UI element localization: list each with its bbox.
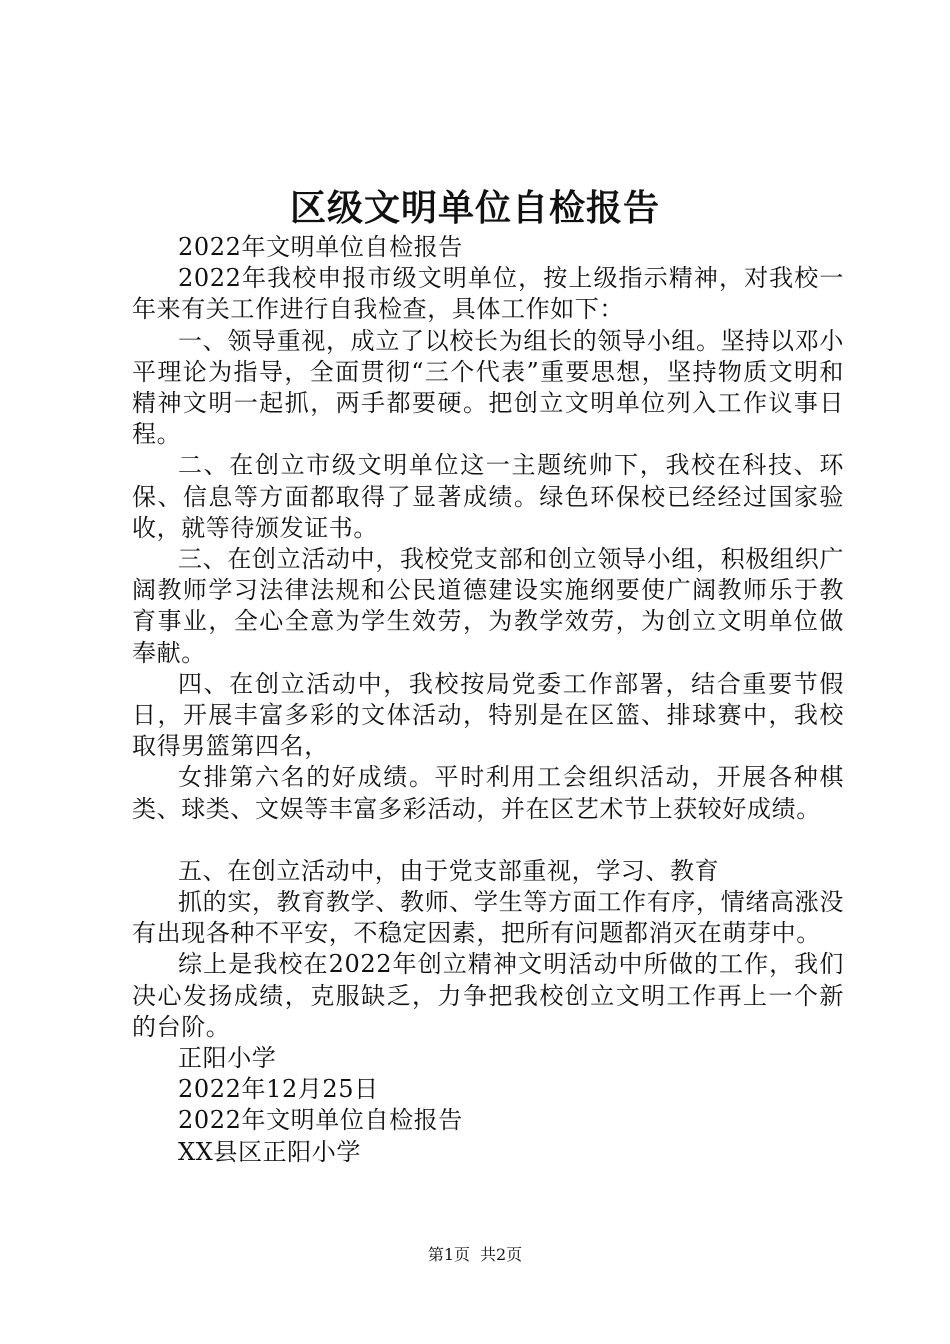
document-body bbox=[132, 232, 844, 1168]
section-four-paragraph: 四、在创立活动中，我校按局党委工作部署，结合重要节假日，开展丰富多彩的文体活动，特别是在区篮、排球赛中，我校取得男篮第四名， bbox=[132, 669, 844, 761]
signature-date: 2022年12月25日 bbox=[178, 1075, 379, 1104]
section-five-continued-paragraph: 抓的实，教育教学、教师、学生等方面工作有序，情绪高涨没有出现各种不平安，不稳定因素，把所有问题都消灭在萌芽中。 bbox=[132, 888, 844, 948]
subtitle-line: 2022年文明单位自检报告 bbox=[178, 233, 463, 261]
section-one-paragraph: 一、领导重视，成立了以校长为组长的领导小组。坚持以邓小平理论为指导，全面贯彻“三个代表”重要思想，坚持物质文明和精神文明一起抓，两手都要硬。把创立文明单位列入工作议事日程。 bbox=[132, 326, 844, 449]
page-footer bbox=[0, 1245, 950, 1265]
section-five-paragraph: 五、在创立活动中，由于党支部重视，学习、教育 bbox=[178, 856, 720, 885]
signature-school: 正阳小学 bbox=[178, 1044, 277, 1073]
repeat-title-line: 2022年文明单位自检报告 bbox=[178, 1106, 463, 1135]
section-three-paragraph: 三、在创立活动中，我校党支部和创立领导小组，积极组织广阔教师学习法律法规和公民道德建设实施纲要使广阔教师乐于教育事业，全心全意为学生效劳，为教学效劳，为创立文明单位做奉献。 bbox=[132, 545, 844, 667]
intro-paragraph: 2022年我校申报市级文明单位，按上级指示精神，对我校一年来有关工作进行自我检查，具体工作如下： bbox=[132, 264, 844, 324]
school-full-name: XX县区正阳小学 bbox=[178, 1137, 361, 1166]
document-title: 区级文明单位自检报告 bbox=[289, 187, 660, 229]
page-number-current: 第1页 bbox=[427, 1245, 470, 1264]
section-four-continued-paragraph: 女排第六名的好成绩。平时利用工会组织活动，开展各种棋类、球类、文娱等丰富多彩活动，并在区艺术节上获较好成绩。 bbox=[132, 763, 844, 823]
section-two-paragraph: 二、在创立市级文明单位这一主题统帅下，我校在科技、环保、信息等方面都取得了显著成绩。绿色环保校已经经过国家验收，就等待颁发证书。 bbox=[132, 451, 844, 542]
summary-paragraph: 综上是我校在2022年创立精神文明活动中所做的工作，我们决心发扬成绩，克服缺乏，力争把我校创立文明工作再上一个新的台阶。 bbox=[132, 950, 844, 1041]
page-number-total: 共2页 bbox=[480, 1245, 523, 1264]
